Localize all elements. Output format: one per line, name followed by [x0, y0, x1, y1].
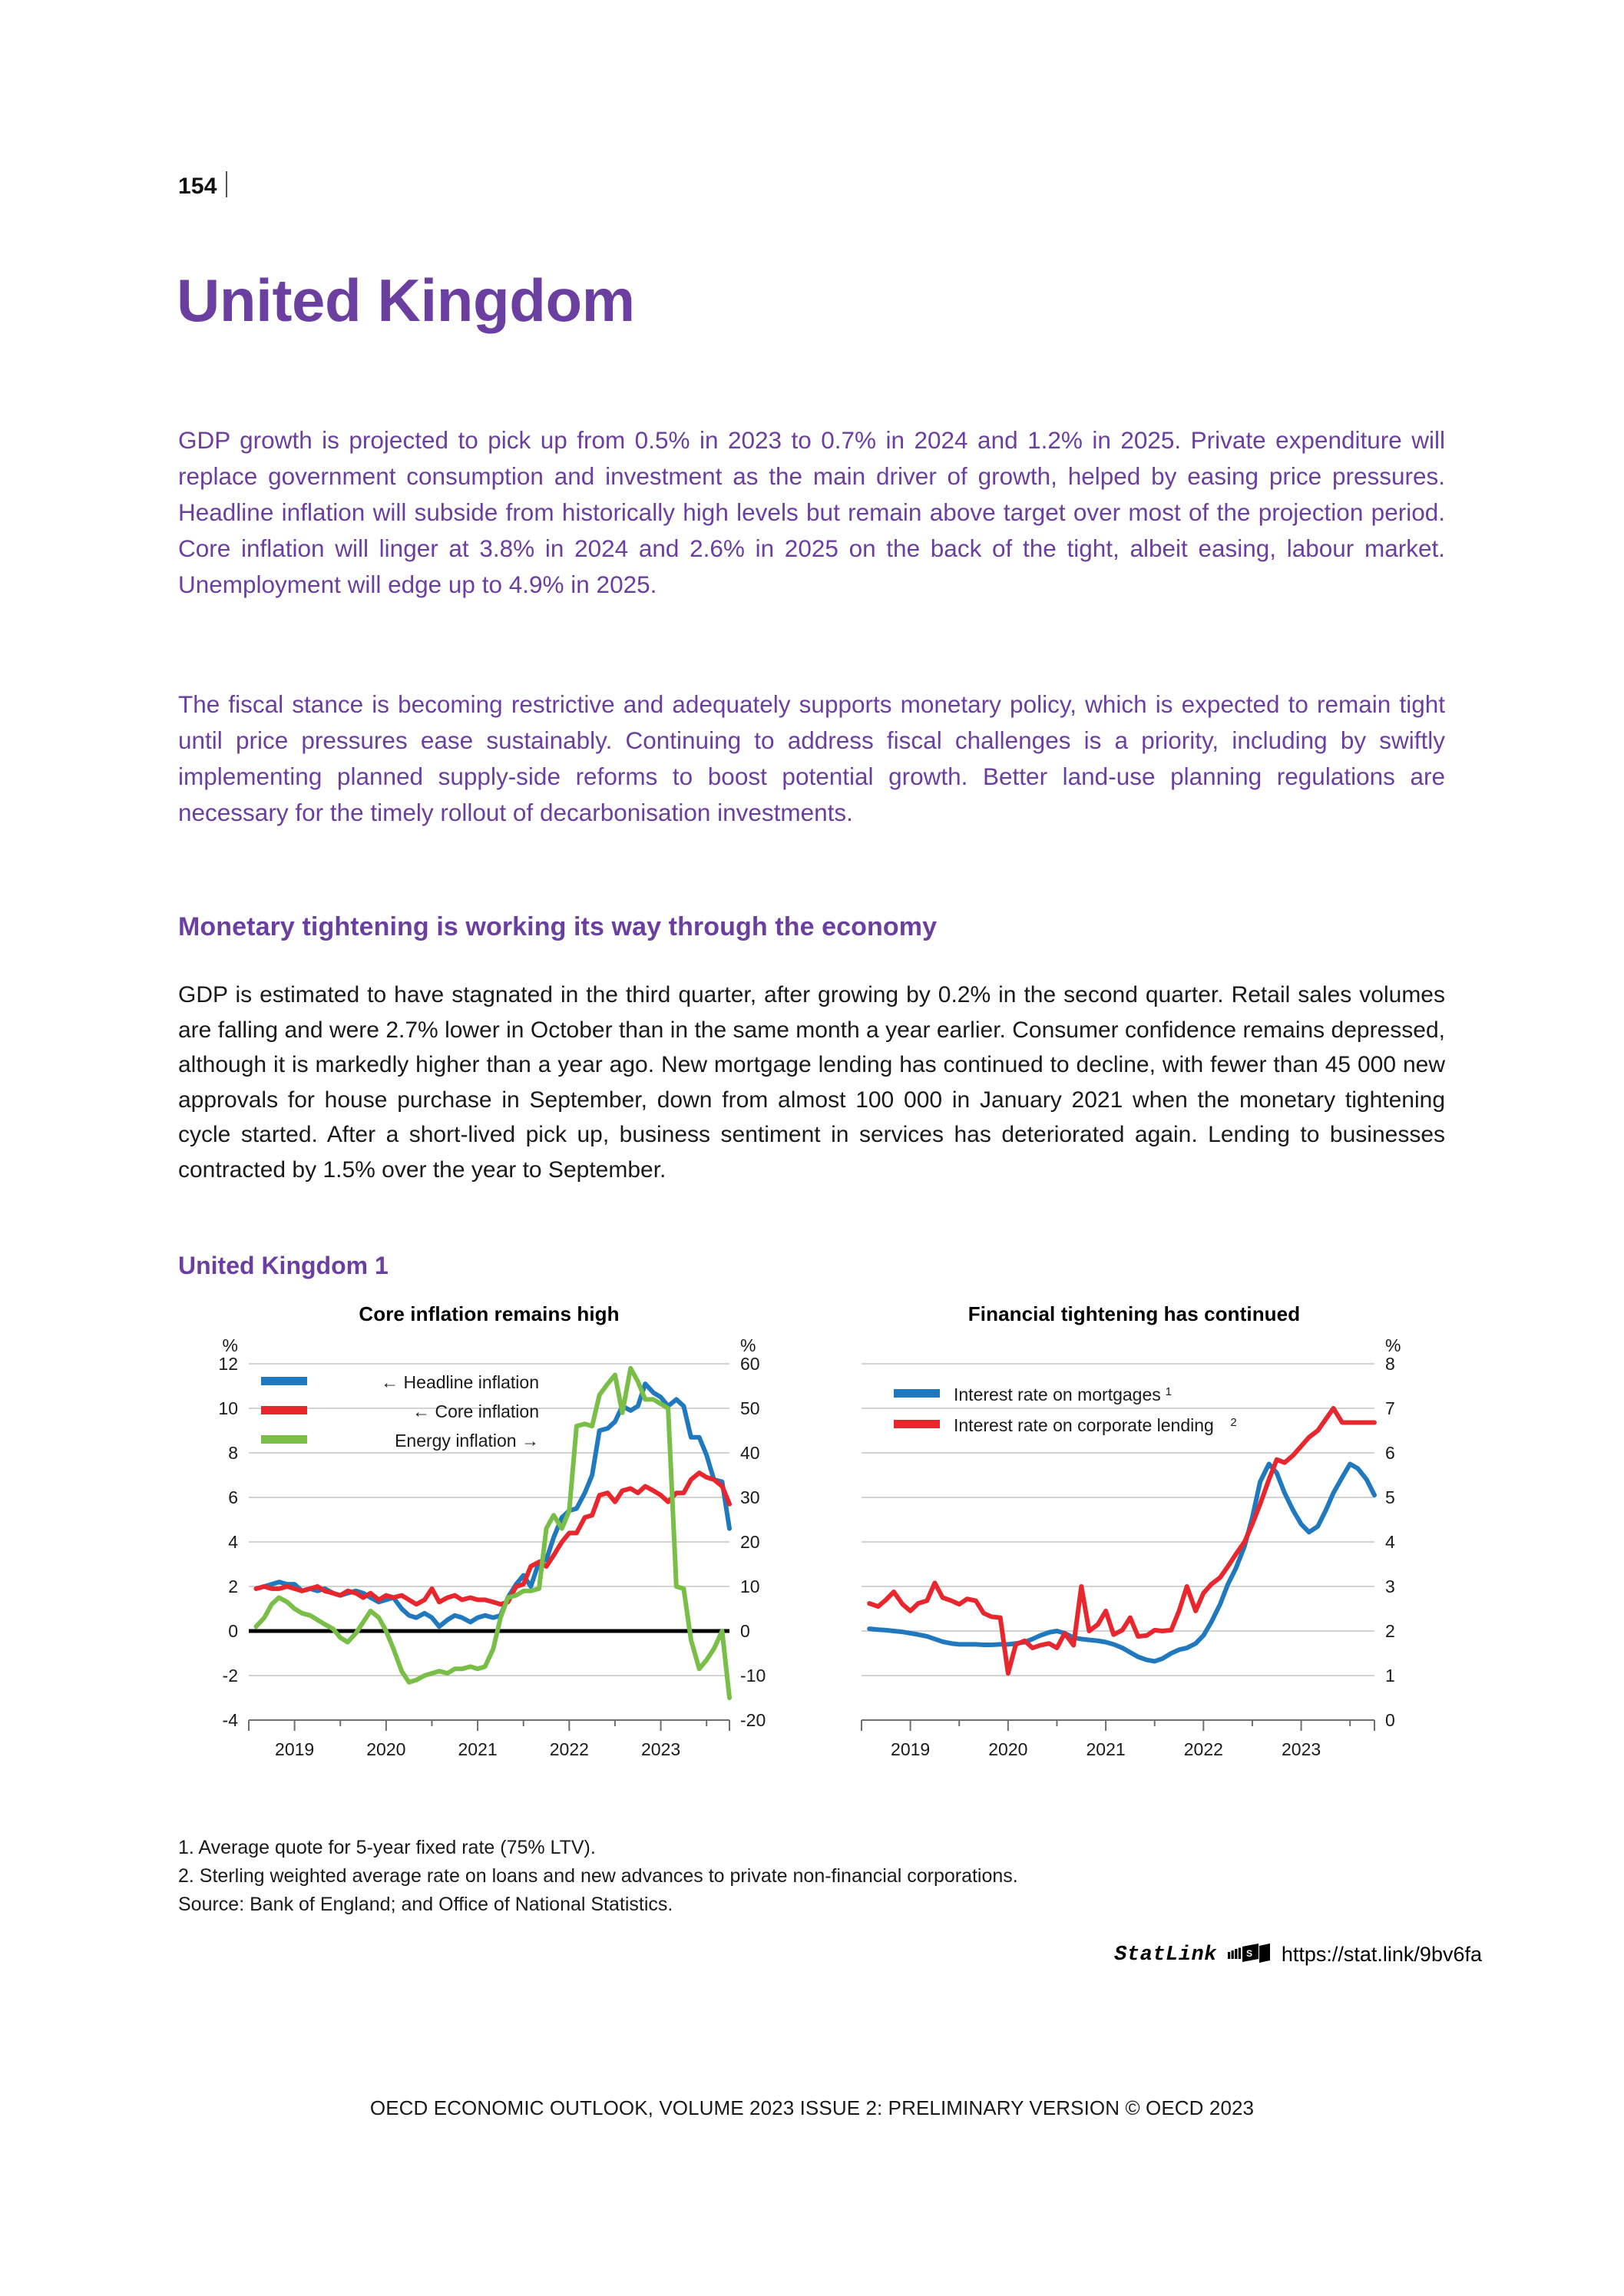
- svg-text:Energy inflation →: Energy inflation →: [395, 1431, 539, 1451]
- svg-text:4: 4: [228, 1532, 238, 1552]
- svg-text:1: 1: [1385, 1666, 1395, 1686]
- statlink-spreadsheet-icon: [1228, 1944, 1271, 1967]
- lead-paragraph-2: The fiscal stance is becoming restrictive and adequately supports monetary policy, which is expected to remain tight until price pressures ease sustainably. Continuing to address fiscal challenges is a priority, including by swiftly implementing planned supply-side reforms to boost potential growth. Better land-use planning regulations are necessary for the timely rollout of decarbonisation investments.: [178, 690, 1445, 826]
- svg-text:2021: 2021: [1086, 1739, 1126, 1759]
- svg-text:2: 2: [1230, 1416, 1237, 1429]
- chart-title-left: Core inflation remains high: [359, 1302, 620, 1325]
- section-heading: Monetary tightening is working its way through the economy: [178, 912, 938, 942]
- chart-financial-tightening: [823, 1298, 1445, 1820]
- svg-text:2021: 2021: [458, 1739, 498, 1759]
- svg-text:← Core inflation: ← Core inflation: [412, 1401, 539, 1421]
- svg-text:← Headline inflation: ← Headline inflation: [381, 1372, 539, 1392]
- figure-note-1: 1. Average quote for 5-year fixed rate (75% LTV).: [178, 1837, 596, 1858]
- figure-charts: [178, 1298, 1445, 1820]
- folio-divider: [226, 171, 227, 197]
- figure-note-2: 2. Sterling weighted average rate on loans and new advances to private non-financial corporations.: [178, 1865, 1018, 1887]
- svg-text:-10: -10: [740, 1666, 766, 1686]
- svg-text:8: 8: [228, 1443, 238, 1463]
- svg-text:2019: 2019: [891, 1739, 931, 1759]
- chart-core-inflation: [178, 1298, 800, 1820]
- svg-text:60: 60: [740, 1354, 760, 1374]
- svg-text:S: S: [1245, 1947, 1252, 1959]
- figure-source: Source: Bank of England; and Office of National Statistics.: [178, 1894, 673, 1915]
- svg-text:%: %: [222, 1335, 238, 1355]
- page-title: United Kingdom: [177, 266, 635, 335]
- svg-text:-4: -4: [222, 1710, 238, 1730]
- svg-text:0: 0: [740, 1621, 750, 1641]
- svg-text:8: 8: [1385, 1354, 1395, 1374]
- svg-text:2: 2: [228, 1576, 238, 1596]
- svg-text:20: 20: [740, 1532, 760, 1552]
- svg-text:Interest rate on corporate len: Interest rate on corporate lending: [954, 1415, 1214, 1435]
- svg-text:6: 6: [228, 1487, 238, 1507]
- svg-text:12: 12: [218, 1354, 238, 1374]
- svg-text:2: 2: [1385, 1621, 1395, 1641]
- folio-number: 154: [178, 174, 217, 199]
- statlink-label: StatLink: [1114, 1943, 1217, 1967]
- svg-text:6: 6: [1385, 1443, 1395, 1463]
- svg-text:2020: 2020: [366, 1739, 406, 1759]
- svg-text:10: 10: [218, 1398, 238, 1418]
- svg-text:2020: 2020: [988, 1739, 1028, 1759]
- svg-text:4: 4: [1385, 1532, 1395, 1552]
- svg-text:30: 30: [740, 1487, 760, 1507]
- svg-text:3: 3: [1385, 1576, 1395, 1596]
- svg-text:2023: 2023: [640, 1739, 681, 1759]
- statlink[interactable]: [1114, 1943, 1482, 1967]
- chart-title-right: Financial tightening has continued: [967, 1302, 1301, 1325]
- svg-text:50: 50: [740, 1398, 760, 1418]
- statlink-url[interactable]: https://stat.link/9bv6fa: [1281, 1943, 1482, 1966]
- svg-text:2022: 2022: [549, 1739, 589, 1759]
- svg-text:Interest rate on mortgages: Interest rate on mortgages: [954, 1385, 1161, 1404]
- figure-notes: [178, 1834, 1483, 1919]
- lead-paragraph-1: GDP growth is projected to pick up from 0.5% in 2023 to 0.7% in 2024 and 1.2% in 2025. Private expenditure will replace government consumption and investment as the main driver of growth, helped by easing price pressures. Headline inflation will subside from historically high levels but remain above target over most of the projection period. Core inflation will linger at 3.8% in 2024 and 2.6% in 2025 on the back of the tight, albeit easing, labour market. Unemployment will edge up to 4.9% in 2025.: [178, 425, 1445, 598]
- svg-text:2022: 2022: [1183, 1739, 1223, 1759]
- svg-text:0: 0: [228, 1621, 238, 1641]
- svg-text:7: 7: [1385, 1398, 1395, 1418]
- figure-label: United Kingdom 1: [178, 1252, 389, 1279]
- svg-text:-20: -20: [740, 1710, 766, 1730]
- svg-text:1: 1: [1165, 1385, 1172, 1398]
- svg-text:10: 10: [740, 1576, 760, 1596]
- svg-text:5: 5: [1385, 1487, 1395, 1507]
- page-folio: [178, 167, 227, 200]
- svg-text:%: %: [1385, 1335, 1401, 1355]
- chart-svg-right: [823, 1328, 1445, 1805]
- svg-text:0: 0: [1385, 1710, 1395, 1730]
- page-footer: OECD ECONOMIC OUTLOOK, VOLUME 2023 ISSUE 2: PRELIMINARY VERSION © OECD 2023: [369, 2096, 1255, 2119]
- svg-text:-2: -2: [222, 1666, 238, 1686]
- svg-text:%: %: [740, 1335, 756, 1355]
- svg-text:40: 40: [740, 1443, 760, 1463]
- section-body-paragraph: GDP is estimated to have stagnated in the third quarter, after growing by 0.2% in the second quarter. Retail sales volumes are falling and were 2.7% lower in October than in the same month a year earlier. Consumer confidence remains depressed, although it is markedly higher than a year ago. New mortgage lending has continued to decline, with fewer than 45 000 new approvals for house purchase in September, down from almost 100 000 in January 2021 when the monetary tightening cycle started. After a short-lived pick up, business sentiment in services has deteriorated again. Lending to businesses contracted by 1.5% over the year to September.: [178, 982, 1445, 1183]
- svg-text:2023: 2023: [1281, 1739, 1321, 1759]
- svg-text:2019: 2019: [275, 1739, 315, 1759]
- chart-svg-left: [178, 1328, 800, 1805]
